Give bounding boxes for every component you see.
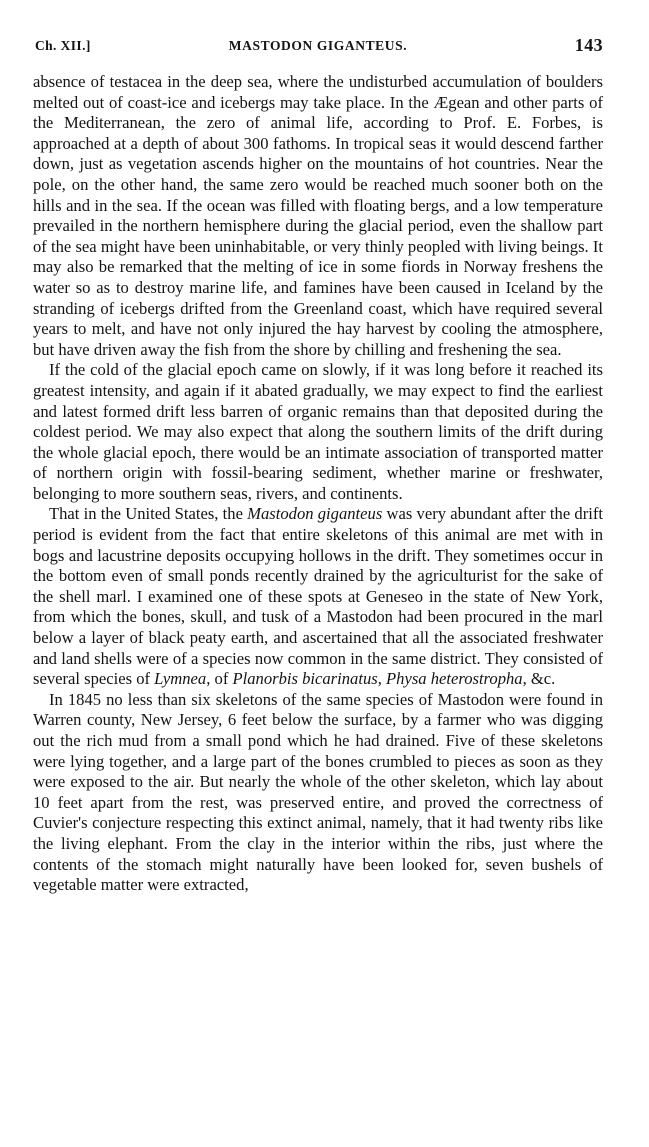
paragraph <box>33 504 603 689</box>
running-head <box>33 35 603 64</box>
text-segment: , <box>377 669 387 689</box>
italic-species-name: Planorbis bicarinatus <box>232 669 378 689</box>
paragraph <box>33 360 603 504</box>
book-page <box>33 35 603 896</box>
paragraph <box>33 72 603 360</box>
text-segment: , &c. <box>522 669 556 689</box>
italic-species-name: Physa heterostropha <box>386 669 523 689</box>
text-segment: absence of testacea in the deep sea, where the undisturbed accumulation of boulders melted out of coast-ice and icebergs may take place. In the Ægean and other parts of the Mediterranean, the zero of animal life, according to Prof. E. Forbes, is approached at a depth of about 300 fathoms. In tropical seas it would descend farther down, just as vegetation ascends higher on the mountains of hot countries. Near the pole, on the other hand, the same zero would be reached much sooner both on the hills and in the sea. If the ocean was filled with floating bergs, and a low temperature prevailed in the northern hemisphere during the glacial period, even the shallow part of the sea might have been uninhabitable, or very thinly peopled with living beings. It may also be remarked that the melting of ice in some fiords in Norway freshens the water so as to destroy marine life, and famines have been caused in Iceland by the stranding of icebergs drifted from the Greenland coast, which have required several years to melt, and have not only injured the hay harvest by cooling the atmosphere, but have driven away the fish from the shore by chilling and freshening the sea. <box>33 72 603 359</box>
text-segment: If the cold of the glacial epoch came on slowly, if it was long before it reached its greatest intensity, and again if it abated gradually, we may expect to find the earliest and latest formed drift less barren of organic remains than that deposited during the coldest period. We may also expect that along the southern limits of the drift during the whole glacial epoch, there would be an intimate association of transported matter of northern origin with fossil-bearing sediment, whether marine or freshwater, belonging to more southern seas, rivers, and continents. <box>33 360 603 503</box>
text-segment: That in the United States, the <box>49 504 248 524</box>
text-segment: was very abundant after the drift period is evident from the fact that entire skeletons of this animal are met with in bogs and lacustrine deposits occupying hollows in the drift. They sometimes occur in the bottom even of small ponds recently drained by the agriculturist for the sake of the shell marl. I examined one of these spots at Geneseo in the state of New York, from which the bones, skull, and tusk of a Mastodon had been procured in the marl below a layer of black peaty earth, and ascertained that all the associated freshwater and land shells were of a species now common in the same district. They consisted of several species of <box>33 504 603 689</box>
page-number: 143 <box>574 35 603 55</box>
paragraph <box>33 690 603 896</box>
body-text <box>33 72 603 896</box>
text-segment: , of <box>206 669 233 689</box>
italic-species-name: Mastodon giganteus <box>247 504 383 524</box>
page-title: MASTODON GIGANTEUS. <box>228 38 408 53</box>
text-segment: In 1845 no less than six skeletons of the same species of Mastodon were found in Warren county, New Jersey, 6 feet below the surface, by a farmer who was digging out the rich mud from a small pond which he had drained. Five of these skeletons were lying together, and a large part of the bones crumbled to pieces as soon as they were exposed to the air. But nearly the whole of the other skeleton, which lay about 10 feet apart from the rest, was preserved entire, and proved the correctness of Cuvier's conjecture respecting this extinct animal, namely, that it had twenty ribs like the living elephant. From the clay in the interior within the ribs, just where the contents of the stomach might naturally have been looked for, seven bushels of vegetable matter were extracted, <box>33 689 603 895</box>
chapter-reference: Ch. XII.] <box>35 38 91 53</box>
italic-species-name: Lymnea <box>154 669 207 689</box>
